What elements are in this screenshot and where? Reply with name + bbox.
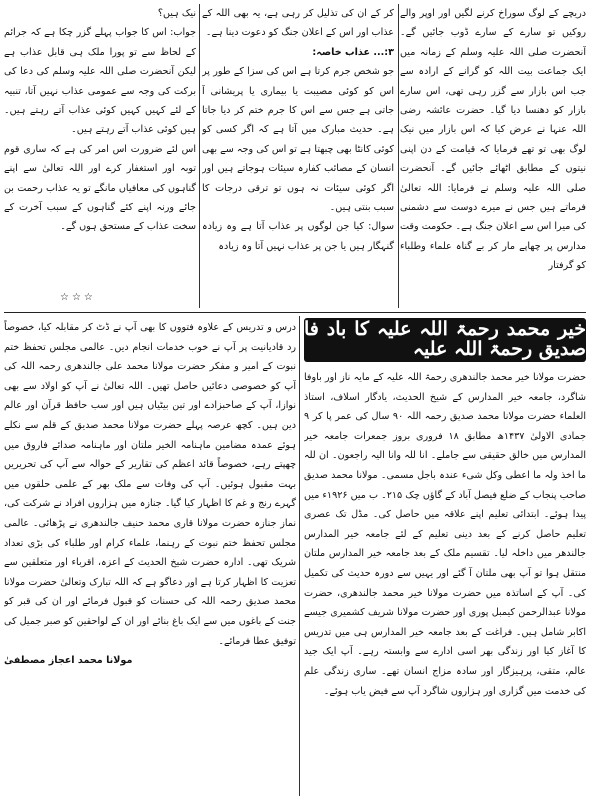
paragraph: اس لئے ضرورت اس امر کی ہے کہ ساری قوم توبہ اور استغفار کرے اور اللہ تعالیٰ سے اپنے گناہوں کی معافیاں مانگے تو یہ عذاب رحمت بن جائے ورنہ اپنے کئے گناہوں کے سبب آخرت کے سخت عذاب کے مستحق ہوں گے۔ bbox=[4, 143, 196, 233]
horizontal-divider bbox=[4, 312, 586, 313]
paragraph: سوال: کیا جن لوگوں پر عذاب آتا ہے وہ زیادہ گنہگار ہیں یا جن پر عذاب نہیں آتا وہ زیادہ bbox=[202, 221, 394, 252]
column-divider bbox=[299, 316, 300, 796]
article-title-banner: خیر محمد رحمۃ اللہ علیہ کا باد فا صدیق رحمۃ اللہ علیہ bbox=[304, 318, 586, 360]
top-middle-column bbox=[202, 4, 394, 312]
obituary-left-column bbox=[4, 318, 296, 796]
section-heading: ۳:... عذاب خاصہ: bbox=[312, 46, 394, 58]
paragraph: درس و تدریس کے علاوہ فتووں کا بھی آپ نے ڈٹ کر مقابلہ کیا، خصوصاً رد قادیانیت پر آپ نے خوب خدمات انجام دیں۔ عالمی مجلس تحفظ ختم نبوت کے امیر و مفکر حضرت مولانا محمد علی جالندھری رحمہ اللہ کی آپ کو خصوصی دعائیں حاصل تھیں۔ اللہ تعالیٰ نے آپ کو اولاد سے بھی نوازا، آپ کے صاحبزادے اور تین بیٹیاں ہیں اور سب حافظ قرآن اور عالم دین ہیں۔ کچھ عرصہ پہلے حضرت مولانا محمد صدیق کے قلم سے نکلے ہوئے عمدہ مضامین ماہنامہ الخیر ملتان اور ماہنامہ صدائے فاروق میں چھپتے رہے، خصوصاً قائد اعظم کی تقاریر کے حوالہ سے آپ کی تحریریں بہت مقبول ہوئیں۔ آپ کی وفات سے ملک بھر کے علمی حلقوں میں گہرے رنج و غم کا اظہار کیا گیا۔ جنازہ میں ہزاروں افراد نے شرکت کی، نماز جنازہ حضرت مولانا قاری محمد حنیف جالندھری نے پڑھائی۔ عالمی مجلس تحفظ ختم نبوت کے رہنما، علماء کرام اور طلباء کی بڑی تعداد شریک تھی۔ ادارہ حضرت شیخ الحدیث کے اعزہ، اقرباء اور متعلقین سے تعزیت کا اظہار کرتا ہے اور دعاگو ہے کہ اللہ تبارک وتعالیٰ حضرت مولانا محمد صدیق رحمہ اللہ کی حسنات کو قبول فرمائے اور ان کی قبر کو جنت کے باغوں میں سے ایک باغ بنائے اور ان کے لواحقین کو صبر جمیل کی توفیق عطا فرمائے۔ bbox=[4, 322, 296, 647]
paragraph: نیک ہیں؟ bbox=[157, 8, 196, 19]
section-end-stars: ☆☆☆ bbox=[60, 292, 96, 303]
paragraph: حضرت مولانا خیر محمد جالندھری رحمۃ اللہ علیہ کے مایہ ناز اور باوفا شاگرد، جامعہ خیر المدارس کے شیخ الحدیث، یادگار اسلاف، استاذ العلماء حضرت مولانا محمد صدیق رحمہ اللہ ۹۰ سال کی عمر پا کر ۹ جمادی الاولیٰ ۱۴۳۷ھ مطابق ۱۸ فروری بروز جمعرات جامعہ خیر المدارس میں خالق حقیقی سے جاملے۔ انا للہ وانا الیہ راجعون۔ ان للہ ما اخذ ولہ ما اعطی وکل شیء عندہ باجل مسمی۔ مولانا محمد صدیق صاحب پنجاب کے ضلع فیصل آباد کے گاؤں چک ۲۱۵۔ ب میں ۱۹۲۶ء میں پیدا ہوئے۔ ابتدائی تعلیم اپنے علاقہ میں حاصل کی۔ مڈل تک عصری تعلیم حاصل کرنے کے بعد دینی تعلیم کے لئے جامعہ خیر المدارس جالندھر میں داخلہ لیا۔ تقسیم ملک کے بعد جامعہ خیر المدارس ملتان منتقل ہوا تو آپ بھی ملتان آ گئے اور یہیں سے دورہ حدیث کی تکمیل کی۔ آپ کے اساتذہ میں حضرت مولانا خیر محمد جالندھری، حضرت مولانا عبدالرحمن کیمبل پوری اور حضرت مولانا شریف کشمیری جیسے اکابر شامل ہیں۔ فراغت کے بعد جامعہ خیر المدارس ہی میں تدریس کا آغاز کیا اور زندگی بھر اسی ادارے سے وابستہ رہے۔ آپ ایک جید عالم، متقی، پرہیزگار اور سادہ مزاج انسان تھے۔ ساری زندگی علم کی خدمت میں گزاری اور ہزاروں شاگرد آپ سے فیض یاب ہوئے۔ bbox=[304, 372, 586, 697]
paragraph: دریچے کے لوگ سوراخ کرنے لگیں اور اوپر والے روکیں تو سارے کے سارے ڈوب جائیں گے۔ آنحضرت صلی اللہ علیہ وسلم کے زمانہ میں ایک جماعت بیت اللہ کو گرانے کے ارادہ سے جب اس بازار سے گزر رہی تھی، اس سارے بازار کو دھنسا دیا گیا۔ حضرت عائشہ رضی اللہ عنہا نے عرض کیا کہ اس بازار میں نیک لوگ بھی تو تھے فرمایا کہ قیامت کے دن اپنی نیتوں کے مطابق اٹھائے جائیں گے۔ آنحضرت صلی اللہ علیہ وسلم نے فرمایا: اللہ تعالیٰ فرماتے ہیں جس نے میرے دوست سے دشمنی کی میرا اس سے اعلان جنگ ہے۔ حکومت وقت مدارس پر چھاپے مار کر بے گناہ علماء وطلباء کو گرفتار bbox=[400, 8, 586, 272]
paragraph: جواب: اس کا جواب پہلے گزر چکا ہے کہ جرائم کے لحاظ سے تو پورا ملک ہی قابل عذاب ہے لیکن آنحضرت صلی اللہ علیہ وسلم کی دعا کی برکت کی وجہ سے عمومی عذاب نہیں آتا، تنبیہ کے لئے کہیں کہیں کوئی عذاب آتے رہتے ہیں۔ ہیں کوئی عذاب آتے رہتے ہیں۔ bbox=[4, 27, 196, 136]
top-left-column bbox=[4, 4, 196, 312]
column-divider bbox=[199, 4, 200, 308]
paragraph: جو شخص جرم کرتا ہے اس کی سزا کے طور پر اس کو کوئی مصیبت یا بیماری یا پریشانی آ جاتی ہے جس سے اس کا جرم ختم کر دیا جاتا ہے۔ حدیث مبارک میں آتا ہے کہ اگر کسی کو کوئی کانٹا بھی چبھتا ہے تو اس کی وجہ سے بھی انسان کے مصائب کفارہ سیئات ہوجاتے ہیں اور اگر کوئی سیئات نہ ہوں تو ترقی درجات کا سبب بنتی ہیں۔ bbox=[202, 66, 394, 214]
column-divider bbox=[398, 4, 399, 308]
top-right-column bbox=[400, 4, 586, 312]
paragraph: کر کے ان کی تذلیل کر رہی ہے، یہ بھی اللہ کے عذاب اور اس کے اعلان جنگ کو دعوت دینا ہے۔ bbox=[202, 8, 394, 39]
obituary-right-column bbox=[304, 318, 586, 796]
author-signature: مولانا محمد اعجاز مصطفیٰ bbox=[4, 655, 133, 667]
